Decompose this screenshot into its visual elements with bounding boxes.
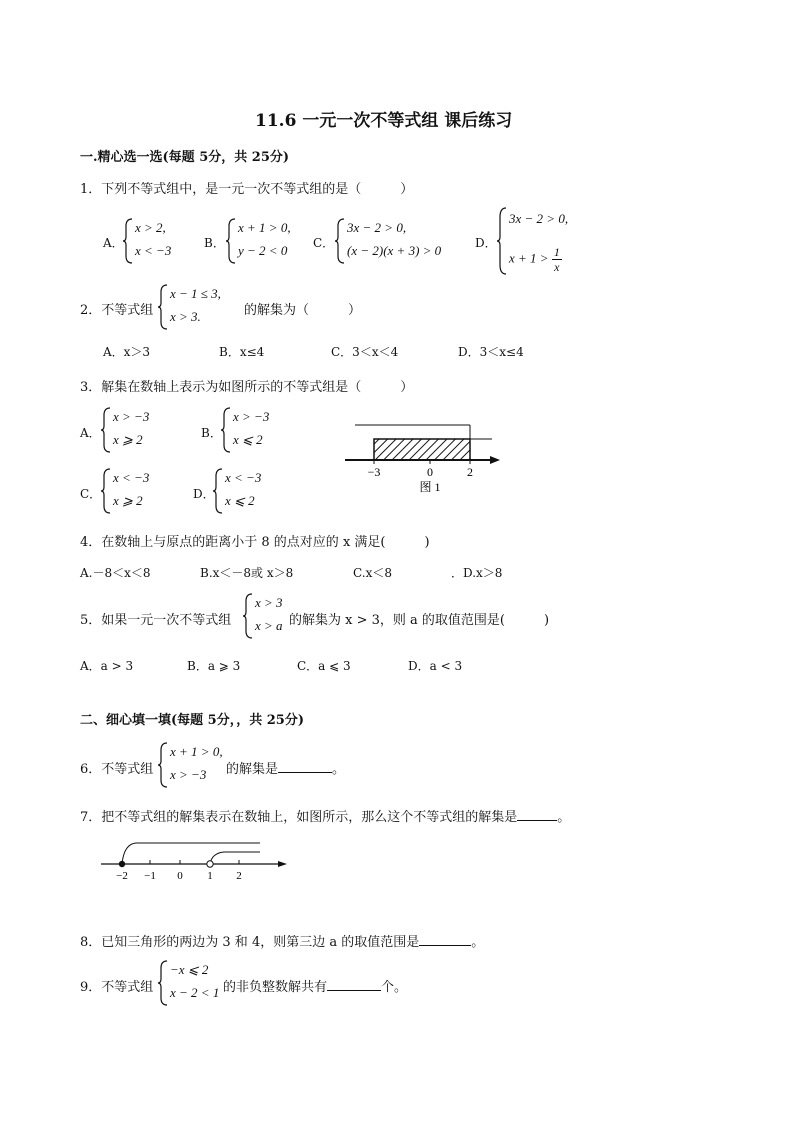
q7-right-bracket (210, 852, 260, 864)
q1-option-c-system (334, 218, 464, 264)
section-2-heading: 二、细心填一填(每题 5分，，共 25分) (80, 713, 304, 728)
q5-option-d: D．a < 3 (408, 659, 463, 673)
q1-option-b-line-2: y − 2 < 0 (238, 243, 288, 258)
q3-tick-label-3: 2 (467, 465, 473, 479)
brace-icon (157, 960, 169, 1006)
q3-option-c-line-2: x ⩾ 2 (113, 493, 143, 508)
q7-end: 。 (557, 810, 571, 825)
q2-option-b: B．x≤4 (219, 345, 265, 359)
q3-option-c-system (100, 468, 180, 514)
q3-option-a-line-1: x > −3 (113, 409, 150, 424)
q7-answer-blank[interactable] (517, 808, 557, 821)
q1-option-a-letter: A． (103, 236, 124, 250)
brace-icon (157, 284, 169, 330)
q5-prefix: 5．如果一元一次不等式组 (80, 613, 232, 628)
q1-stem: 1．下列不等式组中，是一元一次不等式组的是（ ） (80, 182, 414, 197)
q7-tick-label-1: −2 (116, 870, 128, 882)
q9-answer-blank[interactable] (327, 978, 381, 991)
q3-stem: 3．解集在数轴上表示为如图所示的不等式组是（ ） (80, 380, 414, 395)
q3-tick-label-2: 0 (427, 465, 433, 479)
q8-end: 。 (471, 935, 485, 950)
q3-option-b-line-2: x ⩽ 2 (233, 432, 263, 447)
q9-line-2: x − 2 < 1 (170, 985, 220, 1000)
q9-suffix: 的非负整数解共有 (223, 980, 328, 995)
q1-option-c-letter: C． (313, 236, 335, 250)
brace-icon (225, 218, 237, 264)
q3-option-a-letter: A． (80, 426, 101, 440)
q8-stem: 8．已知三角形的两边为 3 和 4，则第三边 a 的取值范围是 (80, 935, 420, 950)
q7-closed-point (119, 861, 125, 867)
brace-icon (100, 468, 112, 514)
q2-option-a: A．x＞3 (103, 345, 151, 359)
q5-option-a: A．a > 3 (80, 659, 134, 673)
q2-suffix: 的解集为（ ） (244, 303, 362, 318)
q9-system (157, 960, 227, 1006)
q1-option-a-line-1: x > 2, (135, 220, 166, 235)
section-1-heading: 一.精心选一选(每题 5分，共 25分) (80, 150, 290, 165)
q2-line-1: x − 1 ≤ 3, (170, 286, 221, 301)
brace-icon (122, 218, 134, 264)
q5-suffix: 的解集为 x > 3，则 a 的取值范围是( ) (289, 613, 550, 628)
q3-option-a-line-2: x ⩾ 2 (113, 432, 143, 447)
q6-system (157, 742, 227, 788)
q1-option-b-letter: B． (204, 236, 225, 250)
page-title: 11.6 一元一次不等式组 课后练习 (255, 111, 513, 131)
q9-end: 个。 (381, 980, 408, 995)
fraction-denominator: x (554, 260, 560, 274)
brace-icon (100, 407, 112, 453)
q3-tick-label-1: −3 (367, 465, 381, 479)
q9-prefix: 9．不等式组 (80, 980, 154, 995)
q1-option-d-line-2-text: x + 1 > (509, 250, 549, 266)
q8-answer-blank[interactable] (419, 933, 471, 946)
q7-tick-label-4: 1 (207, 870, 213, 882)
q3-option-b-line-1: x > −3 (233, 409, 270, 424)
q7-stem: 7．把不等式组的解集表示在数轴上，如图所示，那么这个不等式组的解集是 (80, 810, 518, 825)
q3-option-c-letter: C． (80, 487, 102, 501)
brace-icon (212, 468, 224, 514)
q6-line-1: x + 1 > 0, (170, 744, 223, 759)
brace-icon (242, 593, 254, 639)
brace-icon (496, 207, 508, 275)
fraction-numerator: 1 (553, 245, 560, 259)
q3-option-b-letter: B． (201, 426, 222, 440)
q8-answer-line (80, 931, 484, 950)
q5-option-b: B．a ⩾ 3 (187, 659, 241, 673)
q3-option-d-system (212, 468, 292, 514)
q3-option-a-system (100, 407, 180, 453)
fraction (552, 245, 562, 274)
q6-end: 。 (332, 762, 346, 777)
q5-option-c: C．a ⩽ 3 (297, 659, 351, 673)
q1-option-a-line-2: x < −3 (135, 243, 172, 258)
q4-option-b: B.x＜－8或 x＞8 (200, 566, 294, 580)
q6-suffix: 的解集是 (226, 762, 279, 777)
q6-answer-blank[interactable] (278, 760, 332, 773)
q9-line-1: −x ⩽ 2 (170, 962, 209, 977)
q3-option-d-line-2: x ⩽ 2 (225, 493, 255, 508)
q3-option-b-system (220, 407, 300, 453)
q3-option-d-letter: D． (193, 487, 215, 501)
q1-option-d-system (496, 207, 596, 275)
q5-system (242, 593, 292, 639)
q6-line-2: x > −3 (170, 767, 207, 782)
q7-tick-label-2: −1 (144, 870, 156, 882)
q1-option-c-line-1: 3x − 2 > 0, (347, 220, 407, 235)
q7-answer-line (80, 806, 570, 825)
q1-option-c-line-2: (x − 2)(x + 3) > 0 (347, 243, 442, 258)
q7-number-line-figure (96, 834, 292, 884)
q6-prefix: 6．不等式组 (80, 762, 154, 777)
q4-stem: 4．在数轴上与原点的距离小于 8 的点对应的 x 满足( ) (80, 535, 430, 550)
brace-icon (220, 407, 232, 453)
q1-option-a-system (122, 218, 192, 264)
q3-option-d-line-1: x < −3 (225, 470, 262, 485)
q3-number-line-figure (340, 418, 510, 498)
q3-option-c-line-1: x < −3 (113, 470, 150, 485)
q4-option-a: A.－8＜x＜8 (80, 566, 151, 580)
q5-line-2: x > a (255, 618, 283, 633)
q2-prefix: 2．不等式组 (80, 303, 154, 318)
q7-tick-label-3: 0 (177, 870, 183, 882)
q6-answer-line (226, 758, 345, 777)
arrow-right-icon (278, 861, 287, 867)
brace-icon (157, 742, 169, 788)
q2-line-2: x > 3. (170, 309, 201, 324)
q4-option-c: C.x＜8 (353, 566, 392, 580)
q5-line-1: x > 3 (255, 595, 283, 610)
q9-answer-line (223, 976, 407, 995)
q1-option-b-line-1: x + 1 > 0, (238, 220, 291, 235)
q3-hatched-interval (374, 439, 470, 460)
q1-option-d-line-2 (509, 245, 562, 274)
q1-option-d-letter: D． (475, 236, 497, 250)
q3-figure-caption: 图 1 (419, 480, 441, 494)
q2-option-d: D．3＜x≤4 (458, 345, 524, 359)
q4-option-d: ．D.x＞8 (451, 566, 503, 580)
q1-option-b-system (225, 218, 305, 264)
q1-option-d-line-1: 3x − 2 > 0, (509, 211, 569, 226)
arrow-right-icon (490, 456, 500, 464)
brace-icon (334, 218, 346, 264)
q7-open-point (207, 861, 213, 867)
q2-option-c: C．3＜x＜4 (331, 345, 399, 359)
q7-tick-label-5: 2 (236, 870, 242, 882)
